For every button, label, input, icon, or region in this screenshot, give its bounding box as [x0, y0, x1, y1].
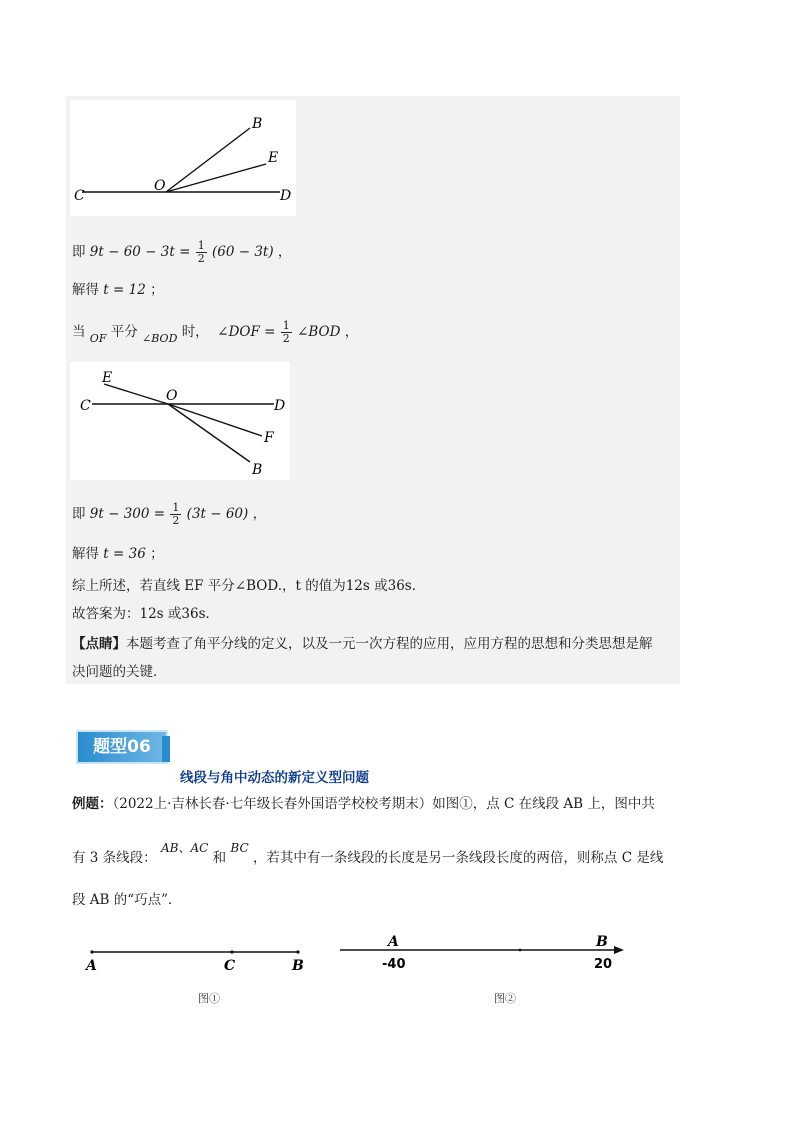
expr-rhs: ∠BOD [297, 324, 341, 340]
example-text-2b: ，若其中有一条线段的长度是另一条线段长度的两倍，则称点 C 是线 [252, 850, 664, 866]
text-end: ， [277, 244, 292, 260]
section-tag-label: 题型06 [93, 737, 151, 757]
comment-tag: 【点睛】 [72, 636, 126, 652]
example-line-2 [72, 841, 664, 868]
label-f: F [264, 430, 274, 446]
example-label: 例题： [72, 796, 113, 812]
solution-value: t = 12 [103, 282, 146, 298]
solution-line-2 [72, 280, 164, 300]
point-b [296, 950, 299, 953]
solution-value: t = 36 [103, 546, 146, 562]
ray-of: OF [89, 332, 107, 345]
angle-bod: ∠BOD [142, 332, 178, 345]
fraction-denominator: 2 [172, 514, 180, 527]
point-a [90, 950, 93, 953]
angle-figure-2 [70, 362, 290, 480]
comment-line-1 [72, 634, 653, 654]
text-end: ； [150, 282, 164, 298]
ray-oe [166, 164, 266, 192]
number-line-svg [334, 930, 634, 976]
ray-ob [168, 404, 250, 462]
fraction-numerator: 1 [282, 319, 290, 332]
segment-figure-1 [80, 936, 310, 976]
ray-ob [166, 128, 250, 192]
text-prefix: 解得 [72, 282, 99, 298]
segments-ab-ac: AB、AC [160, 841, 209, 855]
label-c: C [224, 958, 236, 974]
label-c: C [74, 188, 85, 204]
fraction-numerator: 1 [197, 239, 205, 252]
angle-figure-1-svg [70, 100, 296, 216]
label-a: A [388, 934, 399, 950]
point-c [230, 950, 233, 953]
equation-rhs: (60 − 3t) [212, 244, 274, 260]
label-d: D [274, 398, 286, 414]
label-c: C [80, 398, 91, 414]
ray-of [168, 404, 262, 436]
example-line-1 [72, 794, 692, 814]
label-b: B [596, 934, 608, 950]
fraction-denominator: 2 [197, 252, 205, 265]
fraction [196, 240, 207, 265]
example-text-1: （2022上·吉林长春·七年级长春外国语学校校考期末）如图①，点 C 在线段 AB 上，图中共 [112, 796, 655, 812]
answer-line: 故答案为：12s 或36s． [72, 606, 220, 622]
text-mid: 平分 [110, 324, 138, 340]
midpoint-dot [519, 949, 522, 952]
fraction-denominator: 2 [282, 332, 290, 345]
comment-line-2: 决问题的关键． [72, 664, 167, 680]
figure-1-caption: 图① [198, 992, 220, 1005]
expr-lhs: ∠DOF = [217, 324, 276, 340]
example-line-3: 段 AB 的“巧点”． [72, 892, 182, 908]
arrow-icon [614, 946, 624, 954]
label-e: E [102, 370, 113, 386]
segment-bc: BC [230, 841, 249, 855]
label-o: O [166, 388, 178, 404]
label-b: B [252, 116, 263, 132]
text-prefix: 解得 [72, 546, 99, 562]
section-title: 线段与角中动态的新定义型问题 [180, 770, 369, 786]
condition-line-3 [72, 320, 358, 345]
angle-figure-1 [70, 100, 296, 216]
angle-figure-2-svg [70, 362, 290, 480]
example-and: 和 [212, 850, 227, 866]
text-end: ， [344, 324, 359, 340]
label-e: E [268, 150, 279, 166]
solution-line-5 [72, 544, 164, 564]
label-a: A [86, 958, 97, 974]
equation-line-4 [72, 502, 266, 527]
text-end: ， [252, 506, 267, 522]
equation-line-1 [72, 240, 291, 265]
fraction [170, 502, 181, 527]
figure-2-caption: 图② [494, 992, 516, 1005]
label-d: D [280, 188, 292, 204]
segment-figure-1-svg [80, 936, 310, 976]
label-b: B [252, 462, 263, 478]
text-when: 时， [181, 324, 209, 340]
ray-oe [104, 384, 168, 404]
value-a: -40 [382, 957, 406, 972]
fraction-numerator: 1 [172, 501, 180, 514]
label-b: B [292, 958, 304, 974]
text-prefix: 即 [72, 244, 86, 260]
equation-lhs: 9t − 60 − 3t = [89, 244, 191, 260]
value-b: 20 [594, 957, 613, 972]
text-prefix: 当 [72, 324, 86, 340]
text-end: ； [150, 546, 164, 562]
equation-lhs: 9t − 300 = [89, 506, 166, 522]
comment-text: 本题考查了角平分线的定义，以及一元一次方程的应用，应用方程的思想和分类思想是解 [126, 636, 653, 652]
summary-line: 综上所述，若直线 EF 平分∠BOD.，t 的值为12s 或36s． [72, 578, 426, 594]
text-prefix: 即 [72, 506, 86, 522]
number-line-figure [334, 930, 634, 976]
example-text-2a: 有 3 条线段： [72, 850, 157, 866]
label-o: O [154, 178, 166, 194]
equation-rhs: (3t − 60) [186, 506, 249, 522]
fraction [281, 320, 292, 345]
